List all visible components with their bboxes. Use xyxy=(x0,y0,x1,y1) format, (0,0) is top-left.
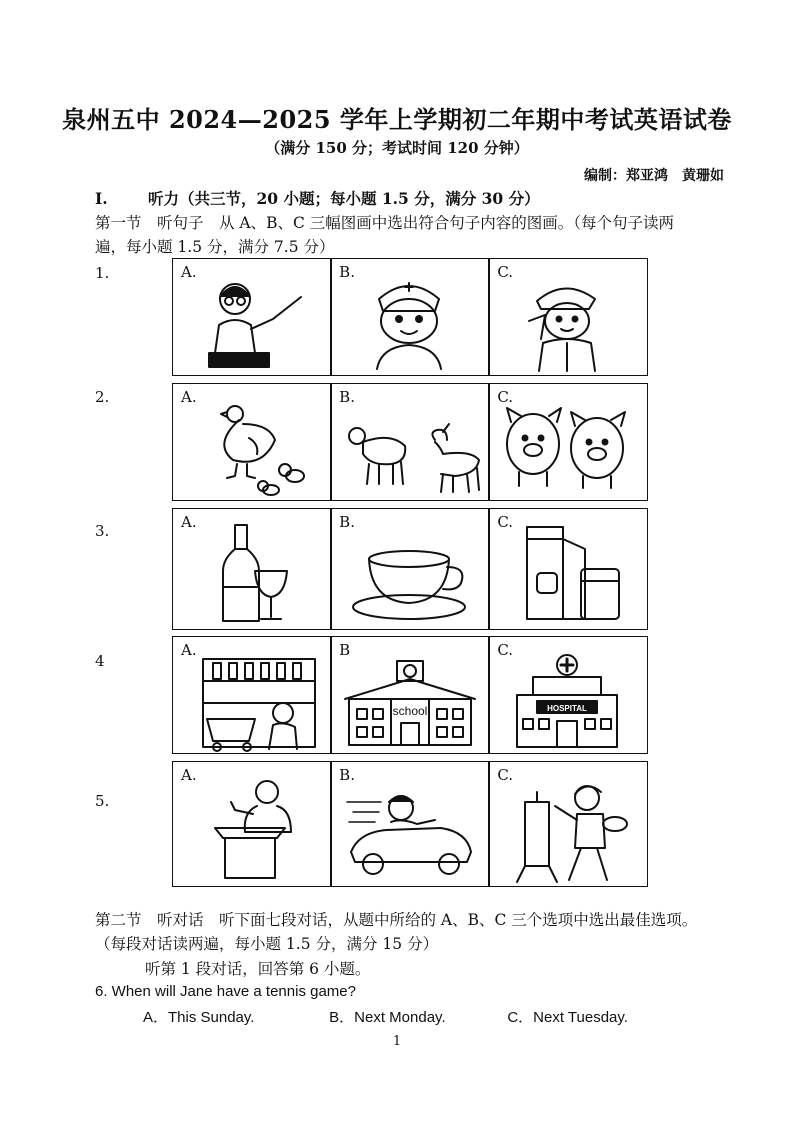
question-number: 3. xyxy=(95,522,110,540)
option-label: C. xyxy=(497,388,514,406)
option-label: A. xyxy=(181,766,197,784)
option-label: A. xyxy=(181,513,197,531)
option-label: A. xyxy=(181,263,197,281)
option-c-cell[interactable] xyxy=(488,258,648,376)
sheep-goat-icon xyxy=(331,384,489,502)
question-6-choices xyxy=(143,1006,628,1027)
section1-instruction-line2: 遍，每小题 1.5 分，满分 7.5 分） xyxy=(95,238,335,256)
supermarket-icon xyxy=(173,637,331,755)
question-number: 5. xyxy=(95,792,110,810)
section2-instruction-line3: 听第 1 段对话，回答第 6 小题。 xyxy=(145,960,371,978)
part-heading: 听力（共三节，20 小题；每小题 1.5 分，满分 30 分） xyxy=(148,189,540,208)
section1-instruction-line1: 第一节 听句子 从 A、B、C 三幅图画中选出符合句子内容的图画。（每个句子读两 xyxy=(95,214,675,232)
option-c-cell[interactable] xyxy=(488,383,648,501)
option-c-cell[interactable] xyxy=(488,508,648,630)
exam-title: 泉州五中 2024—2025 学年上学期初二年期中考试英语试卷 xyxy=(62,105,732,134)
school-icon xyxy=(331,637,489,755)
option-label: A. xyxy=(181,388,197,406)
painter-icon xyxy=(489,762,647,888)
hospital-sign: HOSPITAL xyxy=(547,704,588,713)
hospital-icon xyxy=(489,637,647,755)
picture-row-3 xyxy=(172,508,648,630)
picture-row-5 xyxy=(172,761,648,879)
section2-instruction-line1: 第二节 听对话 听下面七段对话，从题中所给的 A、B、C 三个选项中选出最佳选项。 xyxy=(95,911,698,929)
choice-b[interactable]: B．Next Monday. xyxy=(329,1009,446,1026)
question-number: 4 xyxy=(95,652,105,670)
picture-row-1 xyxy=(172,258,648,376)
choice-a[interactable]: A．This Sunday. xyxy=(143,1009,255,1026)
coffee-cup-icon xyxy=(331,509,489,631)
section2-instruction-line2: （每段对话读两遍，每小题 1.5 分，满分 15 分） xyxy=(95,935,439,953)
option-b-cell[interactable] xyxy=(330,508,490,630)
exam-subtitle: （满分 150 分；考试时间 120 分钟） xyxy=(265,139,529,157)
option-b-cell[interactable] xyxy=(330,761,490,887)
option-label: A. xyxy=(181,641,197,659)
option-label: C. xyxy=(497,263,514,281)
police-officer-icon xyxy=(489,259,647,377)
option-label: B. xyxy=(339,388,355,406)
option-a-cell[interactable] xyxy=(172,258,332,376)
milk-icon xyxy=(489,509,647,631)
option-c-cell[interactable] xyxy=(488,761,648,887)
option-label: B. xyxy=(339,513,355,531)
option-label: C. xyxy=(497,766,514,784)
nurse-icon xyxy=(331,259,489,377)
hen-chicks-icon xyxy=(173,384,331,502)
question-6-stem: 6. When will Jane have a tennis game? xyxy=(95,983,356,1000)
picture-row-4 xyxy=(172,636,648,754)
option-b-cell[interactable] xyxy=(330,383,490,501)
teacher-icon xyxy=(173,259,331,377)
picture-row-2 xyxy=(172,383,648,501)
wine-icon xyxy=(173,509,331,631)
choice-c[interactable]: C．Next Tuesday. xyxy=(507,1009,628,1026)
pigs-icon xyxy=(489,384,647,502)
option-b-cell[interactable] xyxy=(330,636,490,754)
picture-grid xyxy=(172,258,648,879)
question-number: 2. xyxy=(95,388,110,406)
option-label: C. xyxy=(497,641,514,659)
option-a-cell[interactable] xyxy=(172,383,332,501)
school-sign: school xyxy=(392,704,428,718)
page-number: 1 xyxy=(392,1034,402,1049)
speaker-icon xyxy=(173,762,331,888)
option-label: B xyxy=(339,641,351,659)
part-heading-number: I. xyxy=(95,189,108,208)
option-a-cell[interactable] xyxy=(172,508,332,630)
option-label: B. xyxy=(339,766,355,784)
question-number: 1. xyxy=(95,264,110,282)
car-driver-icon xyxy=(331,762,489,888)
option-c-cell[interactable] xyxy=(488,636,648,754)
option-a-cell[interactable] xyxy=(172,761,332,887)
option-label: B. xyxy=(339,263,355,281)
option-label: C. xyxy=(497,513,514,531)
compilers: 编制：郑亚鸿 黄珊如 xyxy=(584,168,724,184)
option-a-cell[interactable] xyxy=(172,636,332,754)
option-b-cell[interactable] xyxy=(330,258,490,376)
